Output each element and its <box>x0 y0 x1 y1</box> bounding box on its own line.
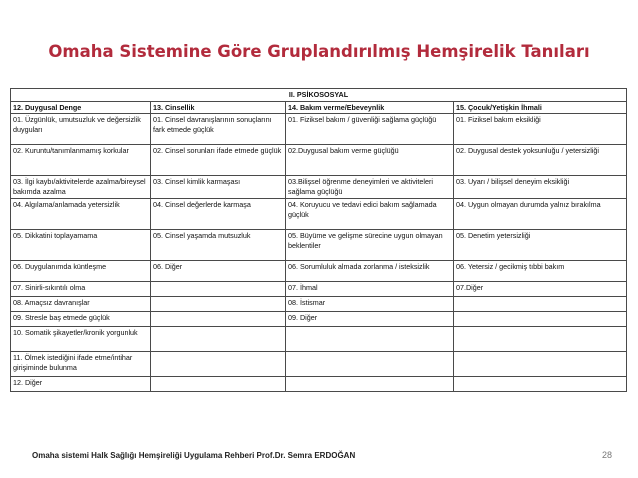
table-cell <box>151 327 286 352</box>
table-cell: 03.Bilişsel öğrenme deneyimleri ve aktiviteleri sağlama güçlüğü <box>286 176 454 199</box>
table-cell: 02. Cinsel sorunları ifade etmede güçlük <box>151 145 286 176</box>
table-cell <box>151 282 286 297</box>
table-cell: 03. Cinsel kimlik karmaşası <box>151 176 286 199</box>
table-row <box>11 176 627 199</box>
table-cell <box>151 297 286 312</box>
column-header: 14. Bakım verme/Ebeveynlik <box>286 101 454 114</box>
table-cell <box>454 297 627 312</box>
table-cell <box>454 352 627 377</box>
footer-citation: Omaha sistemi Halk Sağlığı Hemşireliği Uygulama Rehberi Prof.Dr. Semra ERDOĞAN <box>32 451 356 460</box>
table-row <box>11 312 627 327</box>
table-cell: 09. Stresle baş etmede güçlük <box>11 312 151 327</box>
table-cell <box>151 377 286 392</box>
table-cell: 02.Duygusal bakım verme güçlüğü <box>286 145 454 176</box>
table-cell: 07.Diğer <box>454 282 627 297</box>
table-cell: 04. Cinsel değerlerde karmaşa <box>151 199 286 230</box>
table-cell: 04. Koruyucu ve tedavi edici bakım sağlamada güçlük <box>286 199 454 230</box>
slide-title: Omaha Sistemine Göre Gruplandırılmış Hemşirelik Tanıları <box>48 42 590 61</box>
table-cell <box>454 327 627 352</box>
table-cell: 02. Kuruntu/tanımlanmamış korkular <box>11 145 151 176</box>
table-row <box>11 114 627 145</box>
table-cell: 06. Sorumluluk almada zorlanma / isteksizlik <box>286 261 454 282</box>
column-header: 12. Duygusal Denge <box>11 101 151 114</box>
table-cell <box>286 327 454 352</box>
diagnosis-table-wrapper <box>10 88 626 438</box>
table-cell: 04. Uygun olmayan durumda yalnız bırakılma <box>454 199 627 230</box>
table-cell: 07. İhmal <box>286 282 454 297</box>
page-number: 28 <box>601 450 612 460</box>
table-cell <box>151 312 286 327</box>
table-row <box>11 282 627 297</box>
table-cell: 05. Büyüme ve gelişme sürecine uygun olmayan beklentiler <box>286 230 454 261</box>
table-cell <box>286 377 454 392</box>
column-header: 15. Çocuk/Yetişkin İhmali <box>454 101 627 114</box>
table-cell: 01. Fiziksel bakım / güvenliği sağlama güçlüğü <box>286 114 454 145</box>
table-cell <box>454 312 627 327</box>
table-row <box>11 327 627 352</box>
table-cell: 09. Diğer <box>286 312 454 327</box>
table-cell: 12. Diğer <box>11 377 151 392</box>
diagnosis-table <box>10 88 627 392</box>
table-cell <box>151 352 286 377</box>
table-row <box>11 145 627 176</box>
table-cell: 06. Yetersiz / gecikmiş tıbbi bakım <box>454 261 627 282</box>
table-cell: 06. Duygulanımda küntleşme <box>11 261 151 282</box>
table-cell: 01. Cinsel davranışlarının sonuçlarını fark etmede güçlük <box>151 114 286 145</box>
table-cell: 03. İlgi kaybı/aktivitelerde azalma/bireysel bakımda azalma <box>11 176 151 199</box>
table-row <box>11 377 627 392</box>
table-cell: 10. Somatik şikayetler/kronik yorgunluk <box>11 327 151 352</box>
table-cell: 01. Üzgünlük, umutsuzluk ve değersizlik duyguları <box>11 114 151 145</box>
table-row <box>11 230 627 261</box>
category-band: II. PSİKOSOSYAL <box>11 89 627 102</box>
table-cell: 01. Fiziksel bakım eksikliği <box>454 114 627 145</box>
table-cell: 03. Uyarı / bilişsel deneyim eksikliği <box>454 176 627 199</box>
table-cell: 07. Sinirli-sıkıntılı olma <box>11 282 151 297</box>
table-row <box>11 261 627 282</box>
table-row <box>11 199 627 230</box>
table-row <box>11 352 627 377</box>
column-header: 13. Cinsellik <box>151 101 286 114</box>
table-cell <box>454 377 627 392</box>
table-cell: 05. Dikkatini toplayamama <box>11 230 151 261</box>
table-cell <box>286 352 454 377</box>
table-cell: 11. Ölmek istediğini ifade etme/intihar girişiminde bulunma <box>11 352 151 377</box>
table-cell: 06. Diğer <box>151 261 286 282</box>
table-cell: 04. Algılama/anlamada yetersizlik <box>11 199 151 230</box>
table-cell: 05. Denetim yetersizliği <box>454 230 627 261</box>
table-cell: 08. İstismar <box>286 297 454 312</box>
table-cell: 08. Amaçsız davranışlar <box>11 297 151 312</box>
table-cell: 02. Duygusal destek yoksunluğu / yetersizliği <box>454 145 627 176</box>
table-row <box>11 297 627 312</box>
table-cell: 05. Cinsel yaşamda mutsuzluk <box>151 230 286 261</box>
